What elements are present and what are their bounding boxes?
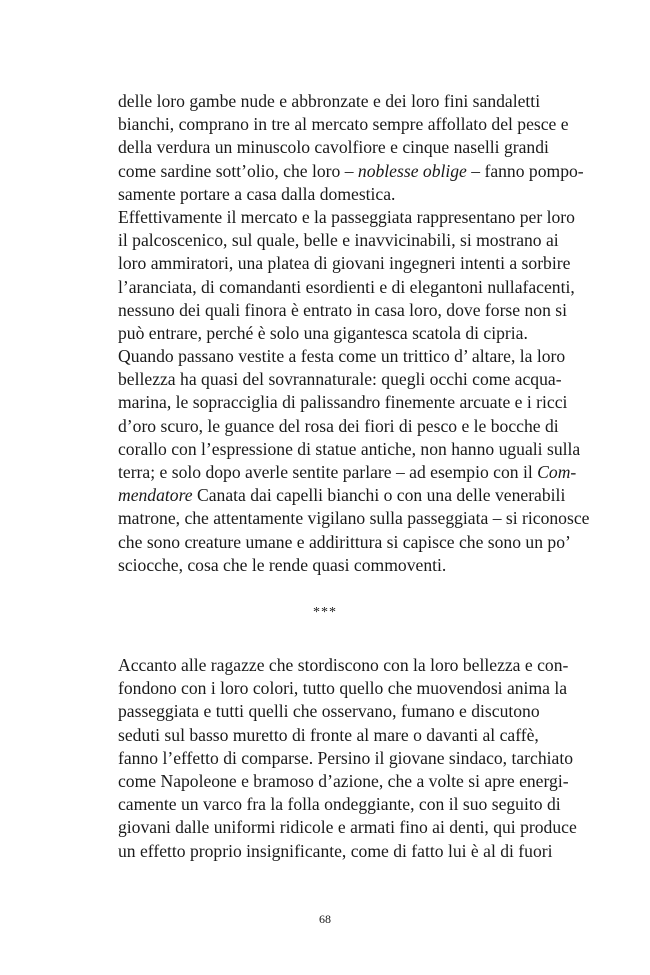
text-line: il palcoscenico, sul quale, belle e inavvicinabili, si mostrano ai [118,230,559,251]
text-block-top [118,90,590,577]
italic-text-run: Com- [537,462,577,482]
text-line: un effetto proprio insignificante, come di fatto lui è al di fuori [118,840,553,861]
text-line: camente un varco fra la folla ondeggiante, con il suo seguito di [118,794,561,815]
text-line: samente portare a casa dalla domestica. [118,183,396,204]
text-line: fanno l’effetto di comparse. Persino il giovane sindaco, tarchiato [118,747,574,768]
text-line: l’aranciata, di comandanti esordienti e di elegantoni nullafacenti, [118,276,575,297]
text-line: della verdura un minuscolo cavolfiore e cinque naselli grandi [118,137,549,158]
page-number: 68 [319,912,331,926]
text-line: che sono creature umane e addirittura si capisce che sono un po’ [118,531,571,552]
text-line: seduti sul basso muretto di fronte al mare o davanti al caffè, [118,724,539,745]
text-line: Accanto alle ragazze che stordiscono con la loro bellezza e con- [118,655,569,675]
text-line: nessuno dei quali finora è entrato in casa loro, dove forse non si [118,299,568,320]
text-line: bianchi, comprano in tre al mercato sempre affollato del pesce e [118,114,569,135]
section-separator: *** [313,605,337,620]
text-line: corallo con l’espressione di statue antiche, non hanno uguali sulla [118,438,581,459]
text-line: passeggiata e tutti quelli che osservano, fumano e discutono [118,701,540,722]
italic-text-run: noblesse oblige [357,160,467,181]
text-run: terra; e solo dopo averle sentite parlare – ad esempio con il [118,462,538,482]
paragraph [118,345,590,577]
italic-text-run: mendatore [118,485,193,506]
text-line: matrone, che attentamente vigilano sulla passeggiata – si riconosce [118,508,590,529]
text-line [118,461,577,484]
text-line: marina, le sopracciglia di palissandro finemente arcuate e i ricci [118,392,568,413]
text-line [118,160,584,183]
text-line: può entrare, perché è solo una gigantesca scatola di cipria. [118,322,528,343]
text-line: loro ammiratori, una platea di giovani ingegneri intenti a sorbire [118,253,571,274]
text-line: d’oro scuro, le guance del rosa dei fiori di pesco e le bocche di [118,415,559,436]
paragraph [118,90,584,206]
text-line: Quando passano vestite a festa come un trittico d’ altare, la loro [118,346,566,367]
paragraph [118,206,575,345]
text-line: giovani dalle uniformi ridicole e armati fino ai denti, qui produce [118,817,577,838]
text-line: come Napoleone e bramoso d’azione, che a volte si apre energi- [118,770,569,791]
text-line [118,484,566,507]
text-line: Effettivamente il mercato e la passeggiata rappresentano per loro [118,206,575,227]
text-line: fondono con i loro colori, tutto quello che muovendosi anima la [118,678,568,699]
text-line: bellezza ha quasi del sovrannaturale: quegli occhi come acqua- [118,369,562,390]
text-run: come sardine sott’olio, che loro – [118,160,358,181]
text-line: delle loro gambe nude e abbronzate e dei loro fini sandaletti [118,91,541,111]
text-line: sciocche, cosa che le rende quasi commoventi. [118,554,447,575]
text-run: – fanno pompo- [466,160,584,181]
text-run: Canata dai capelli bianchi o con una delle venerabili [192,485,566,506]
text-block-bottom [118,654,577,863]
paragraph [118,654,577,863]
